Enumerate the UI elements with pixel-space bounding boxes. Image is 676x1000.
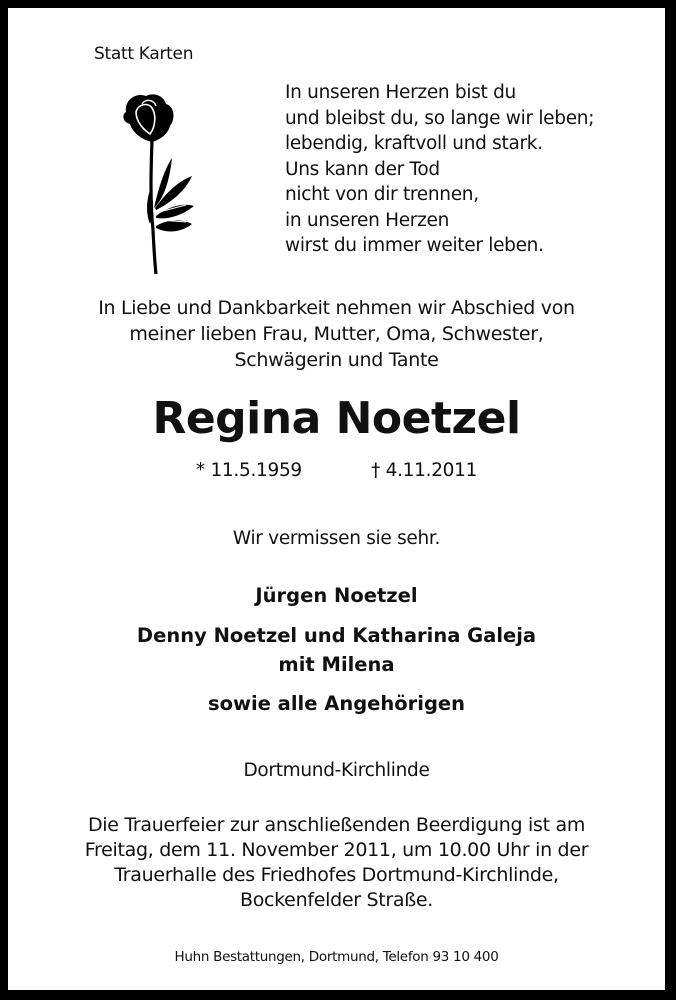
header-label: Statt Karten (94, 44, 194, 64)
poem-line: In unseren Herzen bist du (285, 82, 516, 103)
family-member: Denny Noetzel und Katharina Galeja (136, 624, 537, 647)
poem-line: in unseren Herzen (285, 209, 450, 231)
poem-line: nicht von dir trennen, (285, 184, 479, 205)
rose-icon (114, 90, 194, 276)
family-member: sowie alle Angehörigen (207, 692, 466, 715)
poem-line: und bleibst du, so lange wir leben; (285, 107, 595, 129)
funeral-home-footer: Huhn Bestattungen, Dortmund, Telefon 93 10 400 (174, 949, 499, 965)
ceremony-line: Die Trauerfeier zur anschließenden Beerdigung ist am (87, 814, 586, 836)
deceased-name: Regina Noetzel (152, 393, 521, 444)
poem-line: lebendig, kraftvoll und stark. (285, 133, 543, 154)
death-date: † 4.11.2011 (371, 460, 478, 481)
place: Dortmund-Kirchlinde (243, 760, 430, 781)
obituary-notice (8, 8, 665, 990)
life-dates (8, 460, 665, 481)
miss-line: Wir vermissen sie sehr. (232, 528, 441, 549)
family-member: Jürgen Noetzel (255, 584, 418, 607)
poem-line: wirst du immer weiter leben. (285, 235, 544, 256)
ceremony-line: Freitag, dem 11. November 2011, um 10.00 Uhr in der (84, 839, 589, 861)
family-member: mit Milena (278, 653, 395, 676)
poem-line: Uns kann der Tod (285, 158, 440, 180)
intro-line: Schwägerin und Tante (234, 349, 439, 371)
birth-date: * 11.5.1959 (195, 460, 302, 481)
intro-text (8, 295, 665, 373)
ceremony-line: Bockenfelder Straße. (239, 889, 434, 911)
ceremony-line: Trauerhalle des Friedhofes Dortmund-Kirchlinde, (114, 864, 559, 886)
intro-line: In Liebe und Dankbarkeit nehmen wir Abschied von (98, 297, 575, 319)
intro-line: meiner lieben Frau, Mutter, Oma, Schwester, (129, 323, 544, 345)
poem (285, 80, 594, 259)
ceremony-info (8, 813, 665, 913)
